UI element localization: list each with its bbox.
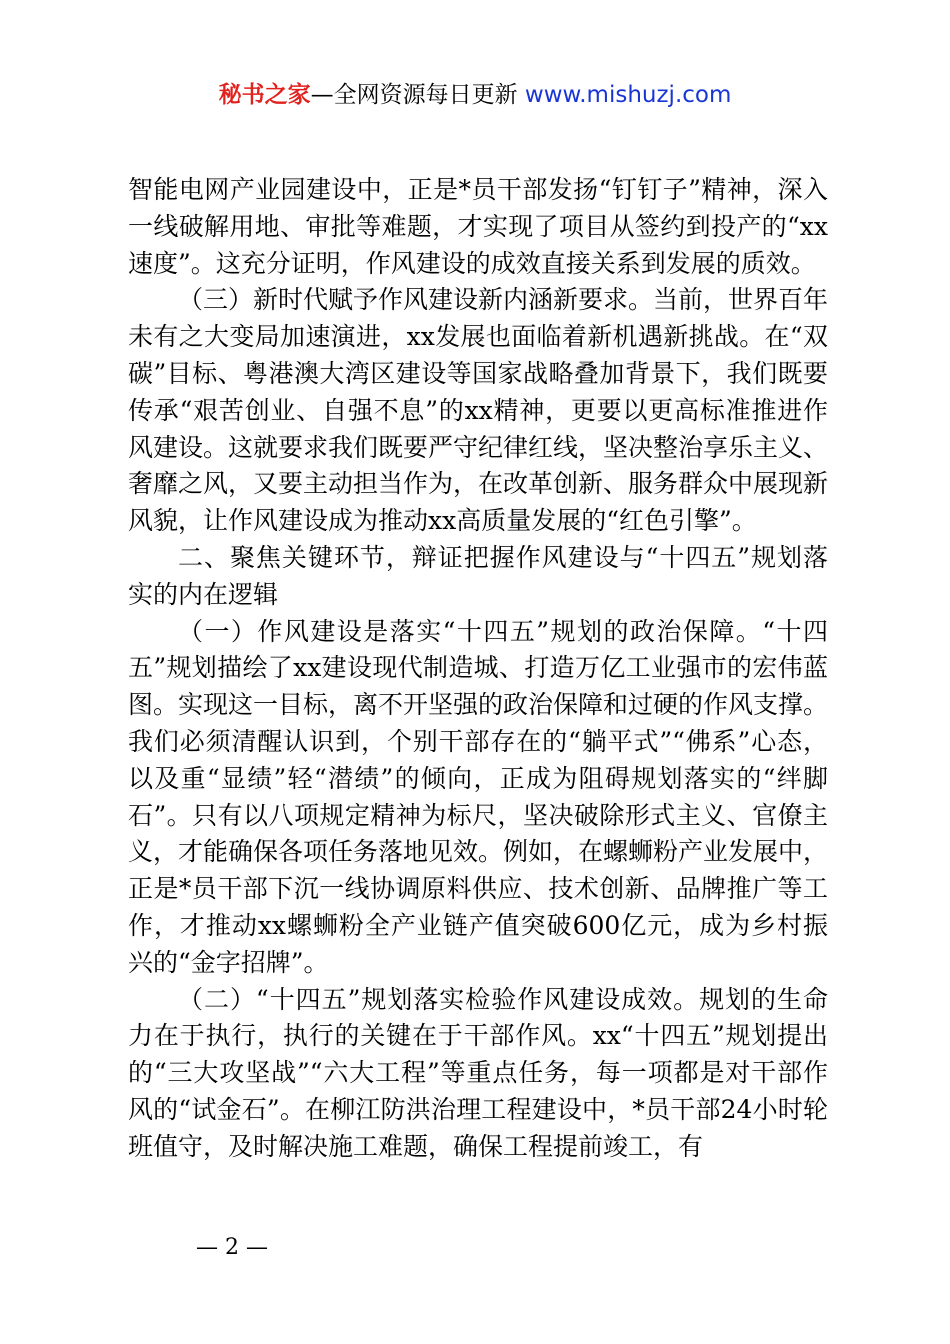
section-heading-2: 二、聚焦关键环节，辩证把握作风建设与“十四五”规划落实的内在逻辑 bbox=[128, 542, 828, 609]
site-brand: 秘书之家 bbox=[218, 82, 311, 108]
page-number: — 2 — bbox=[196, 1235, 268, 1260]
document-body bbox=[128, 172, 828, 1166]
paragraph-subsection-1: （一）作风建设是落实“十四五”规划的政治保障。“十四五”规划描绘了xx建设现代制造城、打造万亿工业强市的宏伟蓝图。实现这一目标，离不开坚强的政治保障和过硬的作风支撑。我们必须清醒认识到，个别干部存在的“躺平式”“佛系”心态，以及重“显绩”轻“潜绩”的倾向，正成为阻碍规划落实的“绊脚石”。只有以八项规定精神为标尺，坚决破除形式主义、官僚主义，才能确保各项任务落地见效。例如，在螺蛳粉产业发展中，正是*员干部下沉一线协调原料供应、技术创新、品牌推广等工作，才推动xx螺蛳粉全产业链产值突破600亿元，成为乡村振兴的“金字招牌”。 bbox=[128, 616, 829, 977]
paragraph-section-3: （三）新时代赋予作风建设新内涵新要求。当前，世界百年未有之大变局加速演进，xx发展也面临着新机遇新挑战。在“双碳”目标、粤港澳大湾区建设等国家战略叠加背景下，我们既要传承“艰苦创业、自强不息”的xx精神，更要以更高标准推进作风建设。这就要求我们既要严守纪律红线，坚决整治享乐主义、奢靡之风，又要主动担当作为，在改革创新、服务群众中展现新风貌，让作风建设成为推动xx高质量发展的“红色引擎”。 bbox=[128, 285, 829, 536]
site-header bbox=[0, 78, 950, 112]
paragraph-continuation: 智能电网产业园建设中，正是*员干部发扬“钉钉子”精神，深入一线破解用地、审批等难题，才实现了项目从签约到投产的“xx速度”。这充分证明，作风建设的成效直接关系到发展的质效。 bbox=[128, 175, 828, 278]
site-tagline: —全网资源每日更新 bbox=[310, 82, 518, 108]
site-url[interactable]: www.mishuzj.com bbox=[524, 82, 732, 108]
paragraph-subsection-2: （二）“十四五”规划落实检验作风建设成效。规划的生命力在于执行，执行的关键在于干部作风。xx“十四五”规划提出的“三大攻坚战”“六大工程”等重点任务，每一项都是对干部作风的“试金石”。在柳江防洪治理工程建设中，*员干部24小时轮班值守，及时解决施工难题，确保工程提前竣工，有 bbox=[128, 984, 828, 1161]
